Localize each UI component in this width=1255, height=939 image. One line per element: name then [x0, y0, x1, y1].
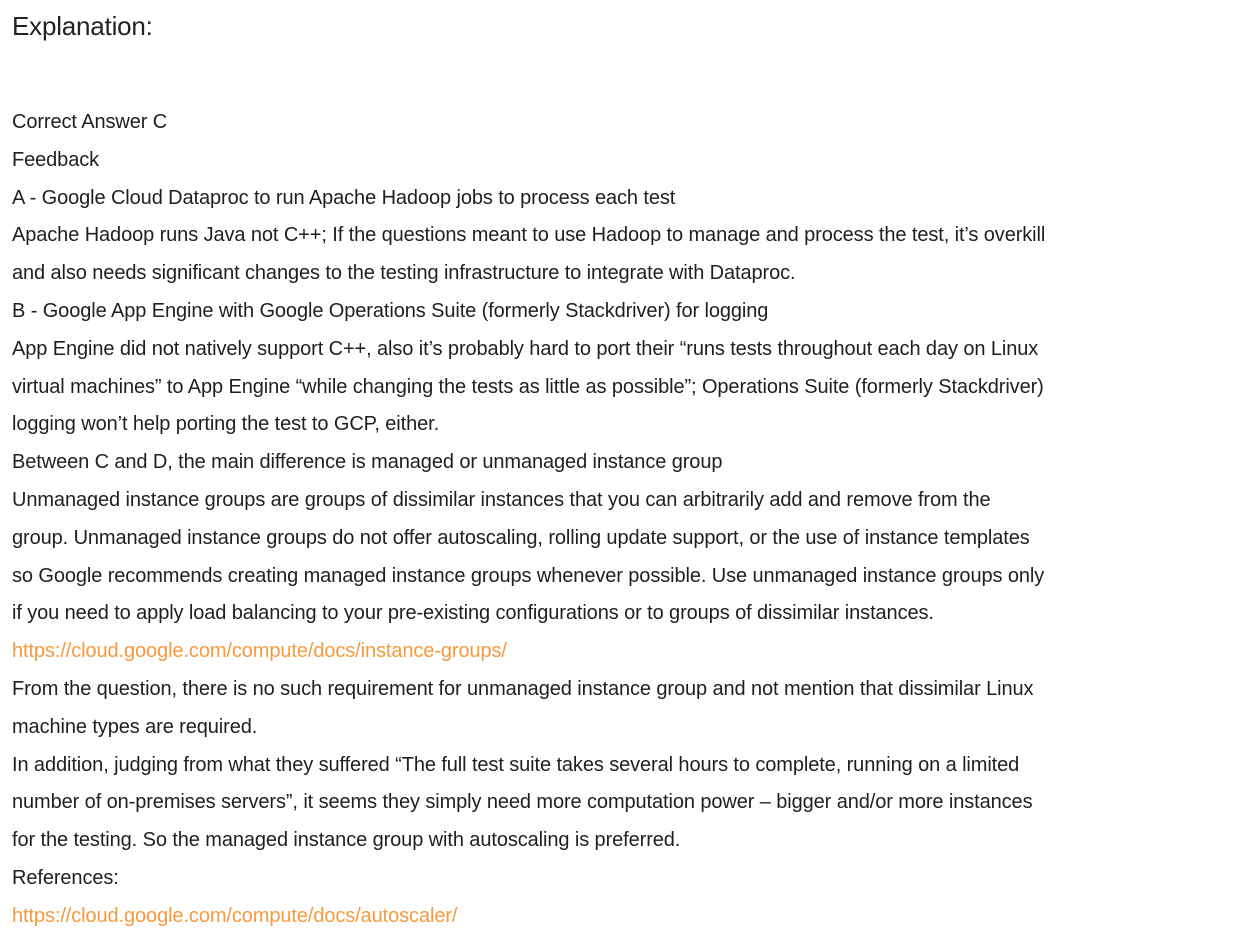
- autoscaler-link[interactable]: https://cloud.google.com/compute/docs/autoscaler/: [12, 904, 458, 927]
- option-a-title: A - Google Cloud Dataproc to run Apache Hadoop jobs to process each test: [12, 186, 676, 209]
- addition-text-line: number of on-premises servers”, it seems they simply need more computation power – bigger and/or more instances: [12, 791, 1033, 814]
- option-a-text-line: Apache Hadoop runs Java not C++; If the questions meant to use Hadoop to manage and process the test, it’s overkill: [12, 224, 1046, 247]
- option-b-text-line: App Engine did not natively support C++, also it’s probably hard to port their “runs tests throughout each day on Linux: [12, 337, 1039, 360]
- option-b-text-line: logging won’t help porting the test to GCP, either.: [12, 413, 440, 436]
- page-title: Explanation:: [12, 11, 153, 41]
- addition-text-line: for the testing. So the managed instance group with autoscaling is preferred.: [12, 829, 681, 852]
- instance-groups-link[interactable]: https://cloud.google.com/compute/docs/instance-groups/: [12, 640, 507, 663]
- addition-text-line: In addition, judging from what they suffered “The full test suite takes several hours to complete, running on a limited: [12, 753, 1020, 776]
- option-a-text-line: and also needs significant changes to the testing infrastructure to integrate with Dataproc.: [12, 262, 796, 285]
- unmanaged-text-line: group. Unmanaged instance groups do not offer autoscaling, rolling update support, or the use of instance templates: [12, 526, 1030, 549]
- references-label: References:: [12, 866, 119, 889]
- feedback-label: Feedback: [12, 148, 100, 171]
- explanation-body: [12, 104, 1202, 936]
- option-cd-comparison: Between C and D, the main difference is managed or unmanaged instance group: [12, 451, 723, 474]
- option-b-text-line: virtual machines” to App Engine “while changing the tests as little as possible”; Operations Suite (formerly Stackdriver): [12, 375, 1044, 398]
- unmanaged-text-line: Unmanaged instance groups are groups of dissimilar instances that you can arbitrarily add and remove from the: [12, 488, 991, 511]
- question-text-line: machine types are required.: [12, 715, 258, 738]
- unmanaged-text-line: so Google recommends creating managed instance groups whenever possible. Use unmanaged instance groups only: [12, 564, 1045, 587]
- unmanaged-text-line: if you need to apply load balancing to your pre-existing configurations or to groups of dissimilar instances.: [12, 602, 934, 625]
- question-text-line: From the question, there is no such requirement for unmanaged instance group and not mention that dissimilar Linux: [12, 677, 1034, 700]
- option-b-title: B - Google App Engine with Google Operations Suite (formerly Stackdriver) for logging: [12, 299, 769, 322]
- correct-answer-text: Correct Answer C: [12, 111, 168, 133]
